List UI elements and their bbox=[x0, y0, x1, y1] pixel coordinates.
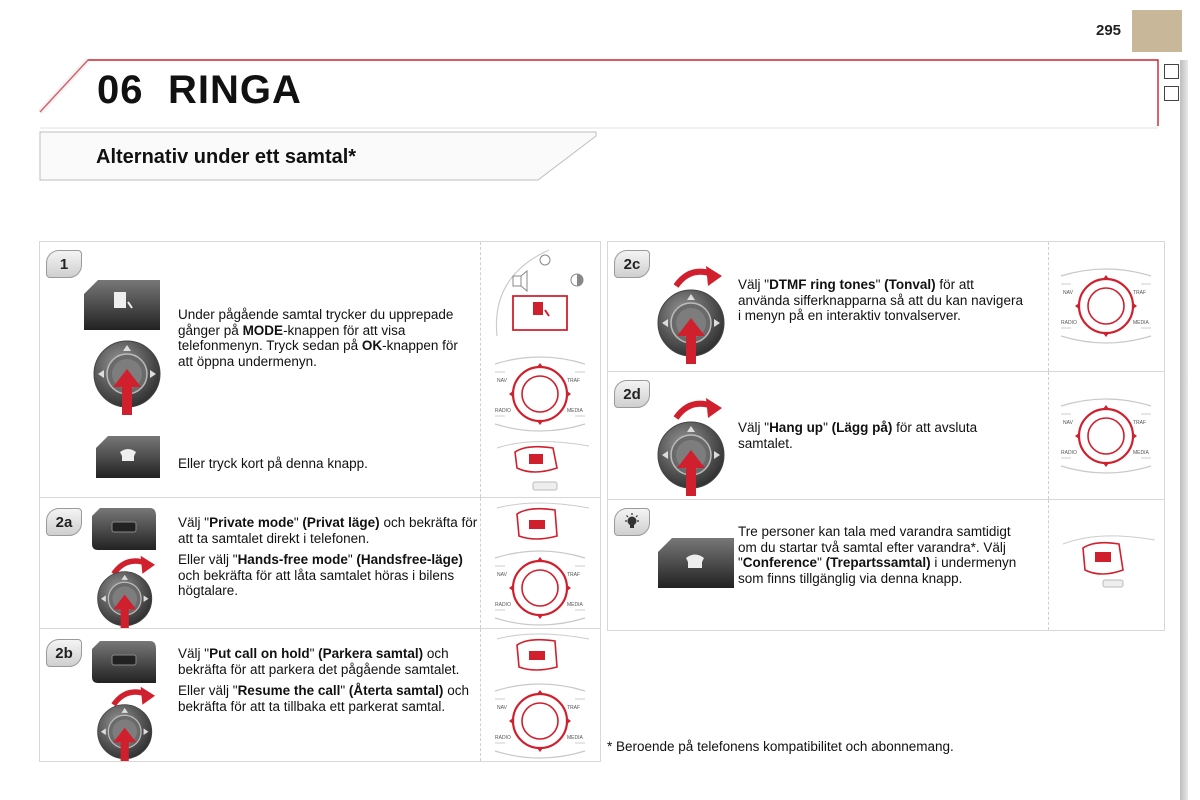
step-2d-text bbox=[738, 420, 1028, 451]
dial-label: TRAF bbox=[1133, 290, 1147, 296]
steering-control-illustration bbox=[493, 438, 593, 494]
lightbulb-icon bbox=[623, 513, 641, 531]
dial-label: NAV bbox=[1063, 290, 1073, 296]
text-run: och bekräfta för att parkera det pågående samtalet. bbox=[178, 646, 460, 677]
dial-label: RADIO bbox=[495, 602, 511, 608]
step-badge: 2c bbox=[614, 250, 650, 278]
text-bold: Hang up bbox=[769, 420, 824, 435]
text-run: Eller välj " bbox=[178, 552, 238, 567]
text-run: Välj " bbox=[178, 646, 210, 661]
dial-label: NAV bbox=[497, 378, 507, 384]
text-run: Välj " bbox=[738, 277, 770, 292]
text-run: och bekräfta för att låta samtalet höras i bilens högtalare. bbox=[178, 567, 455, 598]
steering-control-illustration bbox=[495, 502, 591, 546]
dial-label: MEDIA bbox=[567, 602, 583, 608]
text-bold: (Trepartssamtal) bbox=[825, 555, 931, 570]
step-1-alt-text: Eller tryck kort på denna knapp. bbox=[178, 456, 368, 471]
text-bold: (Återta samtal) bbox=[348, 683, 444, 698]
dial-label: MEDIA bbox=[567, 735, 583, 741]
text-bold: (Lägg på) bbox=[831, 420, 893, 435]
text-bold: Conference bbox=[742, 555, 818, 570]
step-badge: 2b bbox=[46, 639, 82, 667]
steering-control-illustration bbox=[495, 633, 591, 677]
illustration-column bbox=[1048, 372, 1165, 499]
step-panel-2c bbox=[607, 241, 1165, 372]
text-bold: MODE bbox=[242, 322, 284, 338]
dial-label: TRAF bbox=[1133, 420, 1147, 426]
page-number: 295 bbox=[1096, 22, 1122, 39]
dial-label: NAV bbox=[497, 705, 507, 711]
step-1-text bbox=[178, 307, 468, 369]
text-run: Välj " bbox=[178, 515, 210, 530]
text-run: för att avsluta samtalet. bbox=[738, 420, 978, 451]
chapter-title: RINGA bbox=[168, 68, 302, 112]
dial-label: RADIO bbox=[495, 735, 511, 741]
nav-dial-illustration bbox=[491, 346, 589, 442]
dial-label: NAV bbox=[497, 572, 507, 578]
text-run: " bbox=[875, 277, 885, 292]
text-bold: (Privat läge) bbox=[302, 515, 380, 530]
text-bold: DTMF ring tones bbox=[769, 277, 876, 292]
ok-knob-icon bbox=[92, 554, 164, 628]
dial-label: RADIO bbox=[495, 408, 511, 414]
chapter-number: 06 bbox=[97, 68, 144, 112]
text-run: i undermenyn som finns tillgänglig via denna knapp. bbox=[738, 555, 1017, 586]
text-run: Eller välj " bbox=[178, 683, 238, 698]
phone-button-icon bbox=[96, 436, 160, 478]
step-2b-paragraph-2 bbox=[178, 683, 478, 714]
text-run: Under pågående samtal trycker du upprepade gånger på bbox=[178, 307, 454, 338]
section-title: Alternativ under ett samtal* bbox=[96, 146, 357, 168]
text-run: " bbox=[823, 420, 832, 435]
step-2c-text bbox=[738, 277, 1028, 324]
text-run: " bbox=[817, 555, 826, 570]
mode-button-icon bbox=[84, 280, 160, 330]
text-run: " bbox=[340, 683, 349, 698]
text-bold: (Parkera samtal) bbox=[318, 646, 424, 661]
phone-button-icon bbox=[658, 538, 734, 588]
dial-label: RADIO bbox=[1061, 320, 1077, 326]
illustration-column bbox=[1048, 242, 1165, 371]
illustration-column bbox=[480, 629, 601, 761]
illustration-column bbox=[480, 242, 601, 497]
text-bold: Hands-free mode bbox=[237, 552, 348, 567]
dial-label: MEDIA bbox=[1133, 450, 1149, 456]
dial-label: TRAF bbox=[567, 378, 581, 384]
text-bold: (Tonval) bbox=[884, 277, 936, 292]
step-2b-text bbox=[178, 646, 478, 714]
text-run: för att använda sifferknapparna så att du kan navigera i menyn på en interaktiv tonvalserver. bbox=[738, 277, 1023, 323]
text-run: Tre personer kan tala med varandra samtidigt om du startar två samtal efter varandra*. Välj " bbox=[738, 524, 1011, 570]
text-run: Välj " bbox=[738, 420, 770, 435]
text-run: " bbox=[309, 646, 319, 661]
dial-label: MEDIA bbox=[567, 408, 583, 414]
dial-label: MEDIA bbox=[1133, 320, 1149, 326]
tip-panel bbox=[607, 499, 1165, 631]
step-2a-paragraph-2 bbox=[178, 552, 478, 599]
nav-dial-illustration bbox=[491, 681, 589, 761]
ok-knob-icon bbox=[92, 685, 164, 761]
handsfree-button-icon bbox=[92, 508, 156, 550]
dial-label: TRAF bbox=[567, 572, 581, 578]
text-run: " bbox=[293, 515, 303, 530]
text-bold: Resume the call bbox=[237, 683, 341, 698]
step-badge: 2d bbox=[614, 380, 650, 408]
text-bold: Private mode bbox=[209, 515, 294, 530]
step-2b-paragraph-1 bbox=[178, 646, 478, 677]
footnote: * Beroende på telefonens kompatibilitet och abonnemang. bbox=[607, 739, 954, 754]
text-bold: (Handsfree-läge) bbox=[356, 552, 463, 567]
ok-knob-icon bbox=[654, 264, 734, 364]
step-panel-2a bbox=[39, 497, 601, 629]
illustration-column bbox=[480, 498, 601, 628]
step-panel-1 bbox=[39, 241, 601, 498]
step-badge: 1 bbox=[46, 250, 82, 278]
text-run: och bekräfta för att ta samtalet direkt i telefonen. bbox=[178, 515, 478, 546]
ok-knob-icon bbox=[92, 339, 164, 419]
nav-dial-illustration bbox=[1057, 258, 1155, 354]
steering-control-illustration bbox=[1059, 530, 1159, 594]
step-2a-paragraph-1 bbox=[178, 515, 478, 546]
hold-button-icon bbox=[92, 641, 156, 683]
text-bold: Put call on hold bbox=[209, 646, 310, 661]
step-2a-text bbox=[178, 515, 478, 599]
nav-dial-illustration bbox=[491, 548, 589, 628]
text-run: -knappen för att visa telefonmenyn. Tryck sedan på bbox=[178, 322, 406, 353]
illustration-column bbox=[1048, 500, 1165, 630]
dial-label: NAV bbox=[1063, 420, 1073, 426]
step-panel-2d bbox=[607, 371, 1165, 500]
dial-label: RADIO bbox=[1061, 450, 1077, 456]
nav-dial-illustration bbox=[1057, 388, 1155, 484]
step-badge: 2a bbox=[46, 508, 82, 536]
dial-label: TRAF bbox=[567, 705, 581, 711]
tip-text bbox=[738, 524, 1028, 586]
text-run: och bekräfta för att ta tillbaka ett parkerat samtal. bbox=[178, 683, 469, 714]
ok-knob-icon bbox=[654, 396, 734, 496]
console-illustration bbox=[489, 246, 593, 338]
text-run: -knappen för att öppna undermenyn. bbox=[178, 338, 458, 369]
text-bold: OK bbox=[361, 338, 383, 353]
tip-badge bbox=[614, 508, 650, 536]
step-panel-2b bbox=[39, 628, 601, 762]
text-run: " bbox=[347, 552, 357, 567]
